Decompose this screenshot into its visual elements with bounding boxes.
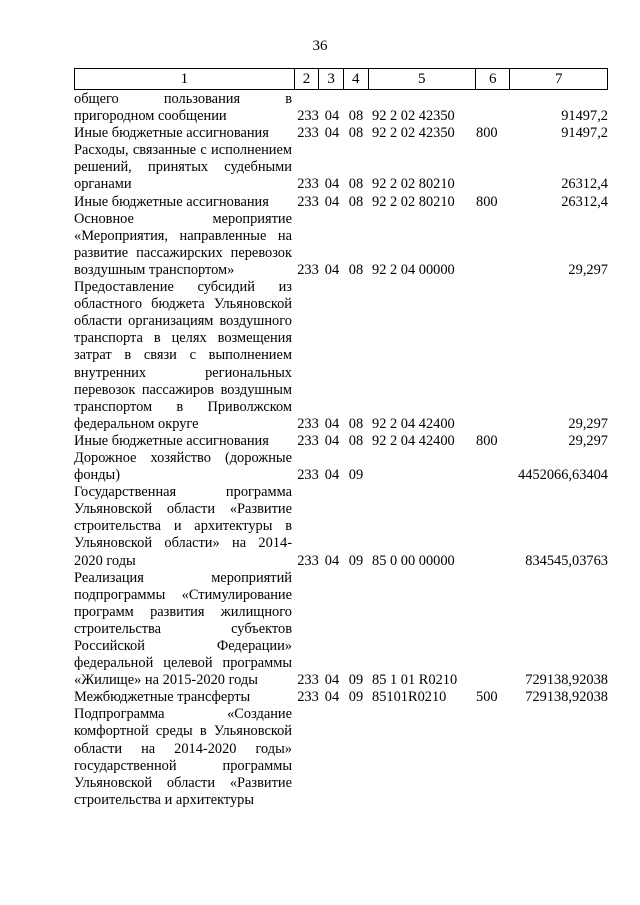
- row-section: 04: [324, 176, 340, 193]
- row-amount: 91497,2: [561, 108, 608, 125]
- row-ministry-code: 233: [297, 689, 319, 706]
- row-subsection: 08: [348, 193, 364, 210]
- row-subsection: 09: [348, 672, 364, 689]
- row-subsection: 08: [348, 108, 364, 125]
- table-row: [74, 706, 608, 809]
- row-subsection: 09: [348, 689, 364, 706]
- row-ministry-code: 233: [297, 415, 319, 432]
- row-section: 04: [324, 261, 340, 278]
- row-section: 04: [324, 415, 340, 432]
- header-col-5: 5: [368, 69, 475, 89]
- header-col-7: 7: [509, 69, 607, 89]
- row-ministry-code: 233: [297, 552, 319, 569]
- row-description: Подпрограмма «Создание комфортной среды в Ульяновской области на 2014-2020 годы» государственной программы Ульяновской области «Развитие строительства и архитектуры: [74, 706, 292, 808]
- row-expense-type: 800: [476, 193, 498, 210]
- row-expense-type: 500: [476, 689, 498, 706]
- row-subsection: 08: [348, 432, 364, 449]
- row-amount: 29,297: [568, 415, 608, 432]
- row-section: 04: [324, 125, 340, 142]
- row-amount: 29,297: [568, 261, 608, 278]
- table-body: [74, 90, 608, 809]
- header-col-2: 2: [294, 69, 319, 89]
- budget-table: [74, 68, 608, 809]
- row-amount: 729138,92038: [525, 672, 608, 689]
- header-col-6: 6: [475, 69, 509, 89]
- row-ministry-code: 233: [297, 672, 319, 689]
- row-description: Основное мероприятие «Мероприятия, направленные на развитие пассажирских перевозок воздушным транспортом»: [74, 210, 292, 278]
- row-amount: 26312,4: [561, 176, 608, 193]
- row-ministry-code: 233: [297, 467, 319, 484]
- row-description: Межбюджетные трансферты: [74, 689, 251, 706]
- table-header: [74, 68, 608, 90]
- row-target-article: 92 2 02 80210: [372, 193, 455, 210]
- row-target-article: 85101R0210: [372, 689, 447, 706]
- row-target-article: 92 2 02 42350: [372, 108, 455, 125]
- row-description: Иные бюджетные ассигнования: [74, 125, 269, 142]
- row-ministry-code: 233: [297, 261, 319, 278]
- row-description: Расходы, связанные с исполнением решений, принятых судебными органами: [74, 142, 292, 193]
- table-row: [74, 91, 608, 125]
- row-subsection: 08: [348, 415, 364, 432]
- table-row: [74, 450, 608, 484]
- row-subsection: 08: [348, 261, 364, 278]
- row-ministry-code: 233: [297, 176, 319, 193]
- row-description: общего пользования в пригородном сообщении: [74, 91, 292, 125]
- row-ministry-code: 233: [297, 432, 319, 449]
- row-description: Дорожное хозяйство (дорожные фонды): [74, 449, 292, 484]
- table-row: [74, 279, 608, 433]
- row-amount: 26312,4: [561, 193, 608, 210]
- row-expense-type: 800: [476, 125, 498, 142]
- row-section: 04: [324, 672, 340, 689]
- row-target-article: 92 2 04 42400: [372, 415, 455, 432]
- row-description: Реализация мероприятий подпрограммы «Стимулирование программ развития жилищного строительства субъектов Российской Федерации» федеральной целевой программы «Жилище» на 2015-2020 годы: [74, 569, 292, 689]
- row-subsection: 09: [348, 552, 364, 569]
- table-row: [74, 484, 608, 569]
- row-target-article: 85 0 00 00000: [372, 552, 455, 569]
- row-subsection: 08: [348, 176, 364, 193]
- table-row: [74, 433, 608, 450]
- row-section: 04: [324, 108, 340, 125]
- row-amount: 91497,2: [561, 125, 608, 142]
- row-amount: 29,297: [568, 432, 608, 449]
- table-row: [74, 211, 608, 279]
- row-target-article: 92 2 02 42350: [372, 125, 455, 142]
- row-description: Государственная программа Ульяновской области «Развитие строительства и архитектуры в Ульяновской области» на 2014-2020 годы: [74, 484, 292, 569]
- header-col-4: 4: [343, 69, 368, 89]
- header-col-3: 3: [318, 69, 343, 89]
- row-description: Предоставление субсидий из областного бюджета Ульяновской области организациям воздушного транспорта в целях возмещения затрат в связи с выполнением внутренних региональных перевозок пассажиров воздушным транспортом в Приволжском федеральном округе: [74, 279, 292, 432]
- row-ministry-code: 233: [297, 193, 319, 210]
- row-target-article: 85 1 01 R0210: [372, 672, 458, 689]
- row-section: 04: [324, 193, 340, 210]
- table-row: [74, 142, 608, 193]
- row-subsection: 08: [348, 125, 364, 142]
- row-section: 04: [324, 552, 340, 569]
- row-target-article: 92 2 04 42400: [372, 432, 455, 449]
- row-target-article: 92 2 02 80210: [372, 176, 455, 193]
- row-expense-type: 800: [476, 432, 498, 449]
- row-ministry-code: 233: [297, 108, 319, 125]
- row-subsection: 09: [348, 467, 364, 484]
- row-description: Иные бюджетные ассигнования: [74, 432, 269, 449]
- row-amount: 729138,92038: [525, 689, 608, 706]
- table-row: [74, 125, 608, 142]
- row-ministry-code: 233: [297, 125, 319, 142]
- row-amount: 4452066,63404: [518, 467, 608, 484]
- header-col-1: 1: [180, 71, 189, 87]
- row-section: 04: [324, 432, 340, 449]
- row-amount: 834545,03763: [525, 552, 608, 569]
- row-target-article: 92 2 04 00000: [372, 261, 455, 278]
- table-row: [74, 194, 608, 211]
- page-number: 36: [312, 38, 328, 54]
- row-description: Иные бюджетные ассигнования: [74, 193, 269, 210]
- row-section: 04: [324, 689, 340, 706]
- row-section: 04: [324, 467, 340, 484]
- table-row: [74, 689, 608, 706]
- table-row: [74, 570, 608, 690]
